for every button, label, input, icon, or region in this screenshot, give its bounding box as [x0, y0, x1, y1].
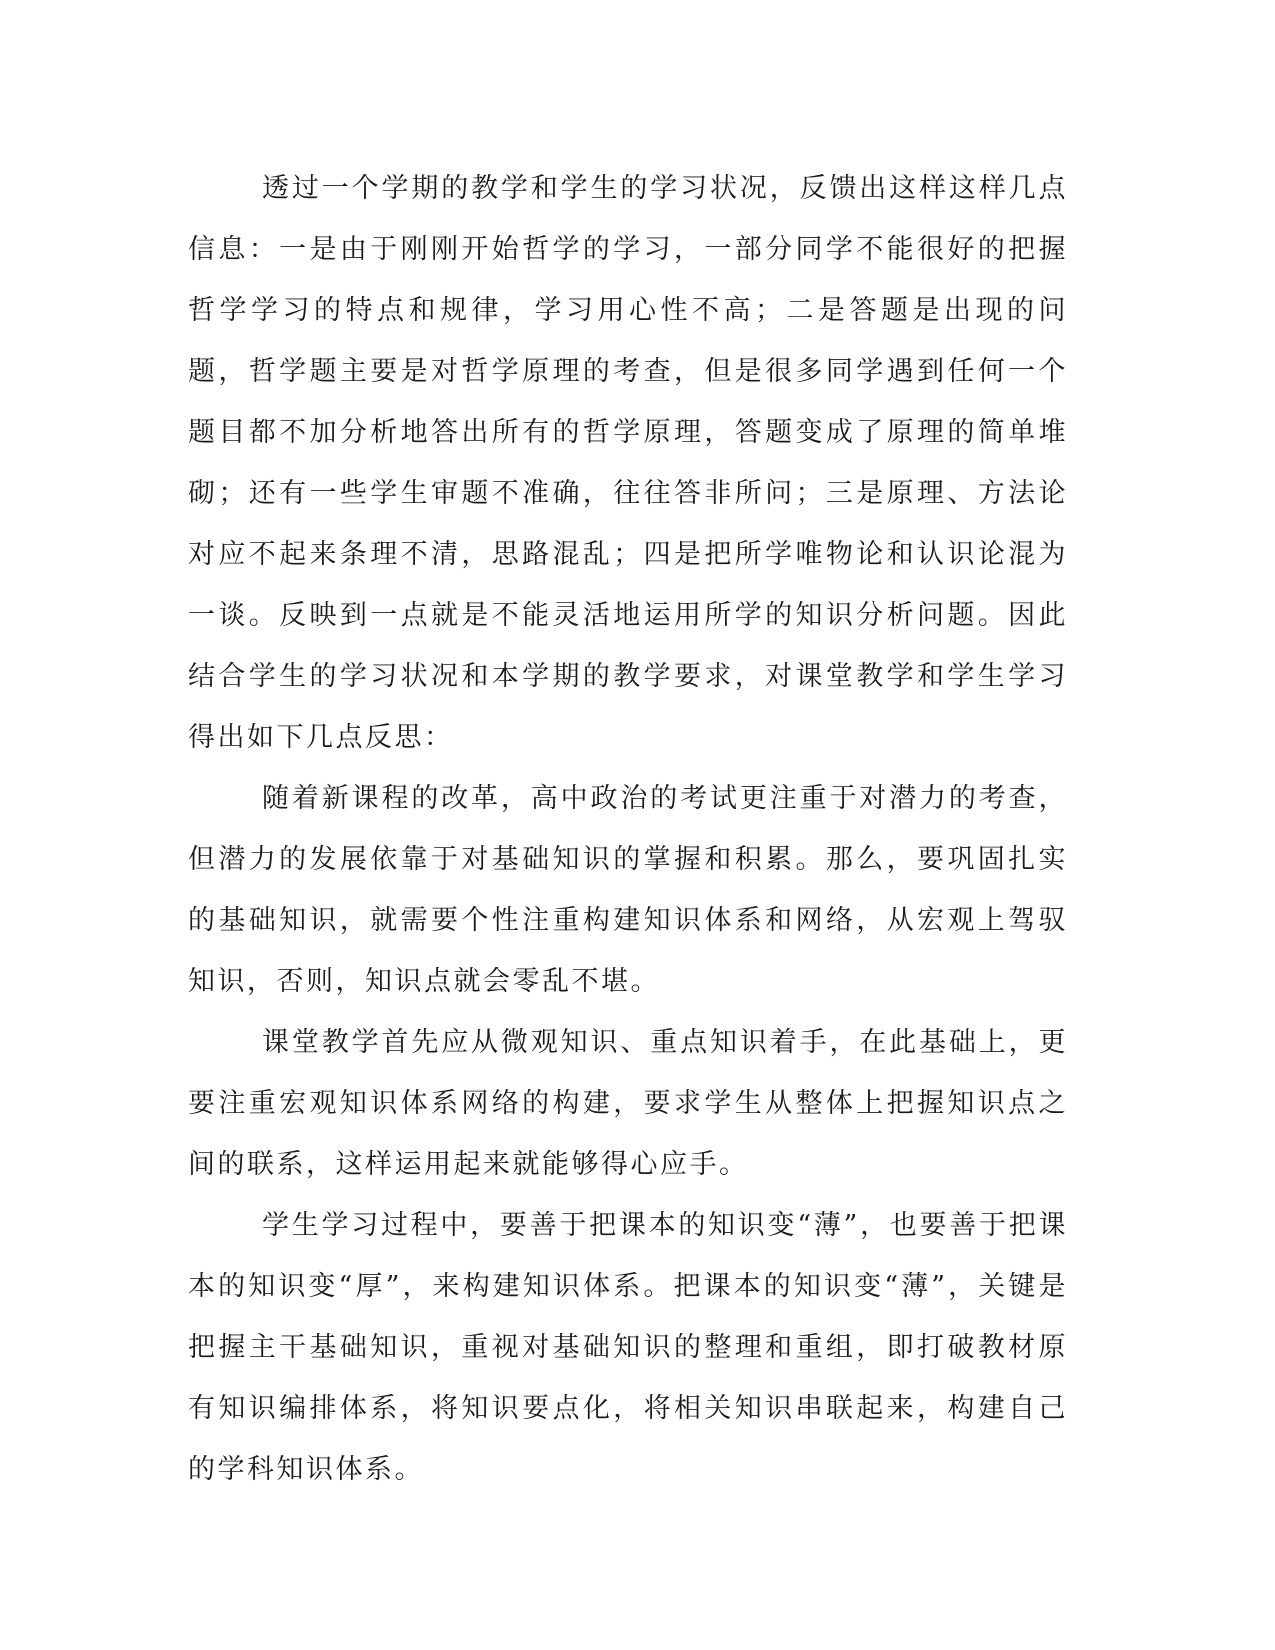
paragraph-2: 随着新课程的改革，高中政治的考试更注重于对潜力的考查，但潜力的发展依靠于对基础知识的掌握和积累。那么，要巩固扎实的基础知识，就需要个性注重构建知识体系和网络，从宏观上驾驭知识，否则，知识点就会零乱不堪。	[188, 783, 1068, 997]
paragraph-3: 课堂教学首先应从微观知识、重点知识着手，在此基础上，更要注重宏观知识体系网络的构建，要求学生从整体上把握知识点之间的联系，这样运用起来就能够得心应手。	[188, 1027, 1068, 1180]
paragraph-4: 学生学习过程中，要善于把课本的知识变“薄”，也要善于把课本的知识变“厚”，来构建知识体系。把课本的知识变“薄”，关键是把握主干基础知识，重视对基础知识的整理和重组，即打破教材原有知识编排体系，将知识要点化，将相关知识串联起来，构建自己的学科知识体系。	[188, 1210, 1068, 1485]
document-body	[188, 158, 1068, 1500]
paragraph-1: 透过一个学期的教学和学生的学习状况，反馈出这样这样几点信息：一是由于刚刚开始哲学的学习，一部分同学不能很好的把握哲学学习的特点和规律，学习用心性不高；二是答题是出现的问题，哲学题主要是对哲学原理的考查，但是很多同学遇到任何一个题目都不加分析地答出所有的哲学原理，答题变成了原理的简单堆砌；还有一些学生审题不准确，往往答非所问；三是原理、方法论对应不起来条理不清，思路混乱；四是把所学唯物论和认识论混为一谈。反映到一点就是不能灵活地运用所学的知识分析问题。因此结合学生的学习状况和本学期的教学要求，对课堂教学和学生学习得出如下几点反思：	[188, 173, 1068, 753]
